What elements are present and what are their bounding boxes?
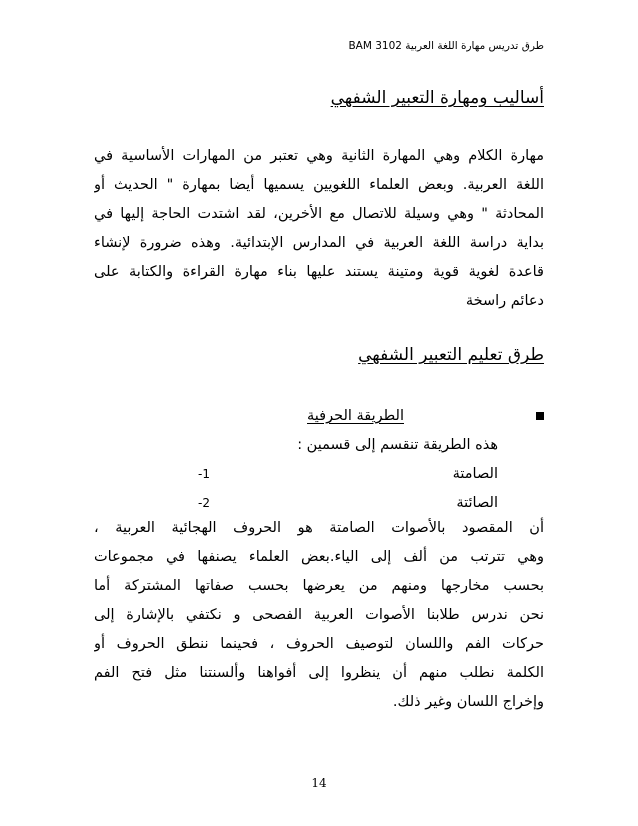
paragraph-line: اللغة العربية. وبعض العلماء اللغويين يسميها أيضا بمهارة " الحديث أو <box>94 177 544 193</box>
paragraph-line: المحادثة " وهي وسيلة للاتصال مع الأخرين، لقد اشتدت الحاجة إليها في <box>94 206 544 222</box>
numbered-item <box>198 490 498 516</box>
numbered-item-number: -2 <box>198 496 210 510</box>
paragraph-line: وهي تترتب من ألف إلى الياء.بعض العلماء يصنفها في مجموعات <box>94 549 544 565</box>
section-heading-teaching-methods: طرق تعليم التعبير الشفهي <box>358 345 544 365</box>
square-bullet-icon <box>536 412 544 420</box>
page-header: طرق تدريس مهارة اللغة العربية BAM 3102 <box>348 40 544 52</box>
numbered-item-text: الصامتة <box>452 466 498 482</box>
paragraph-line: بحسب مخارجها ومنهم من يعرضها بحسب صفاتها المشتركة أما <box>94 578 544 594</box>
page-number: 14 <box>311 776 327 790</box>
paragraph-line: حركات الفم واللسان لتوصيف الحروف ، فحينما ننطق الحروف أو <box>94 636 544 652</box>
bullet-label: الطريقة الحرفية <box>307 408 404 424</box>
paragraph-line: نحن ندرس طلابنا الأصوات العربية الفصحى و نكتفي بالإشارة إلى <box>94 607 544 623</box>
paragraph-line: أن المقصود بالأصوات الصامتة هو الحروف الهجائية العربية ، <box>94 520 544 536</box>
numbered-item <box>198 461 498 487</box>
method-intro: هذه الطريقة تنقسم إلى قسمين : <box>297 437 498 453</box>
paragraph-line: الكلمة نطلب منهم أن ينظروا إلى أفواهنا وألسنتنا مثل فتح الفم <box>94 665 544 681</box>
paragraph-line: وإخراج اللسان وغير ذلك. <box>392 694 544 710</box>
paragraph-line: دعائم راسخة <box>465 293 544 309</box>
paragraph-line: بداية دراسة اللغة العربية في المدارس الإبتدائية. وهذه ضرورة لإنشاء <box>94 235 544 251</box>
paragraph-line: مهارة الكلام وهي المهارة الثانية وهي تعتبر من المهارات الأساسية في <box>94 148 544 164</box>
numbered-item-number: -1 <box>198 467 210 481</box>
paragraph-speaking-skill <box>94 142 544 316</box>
paragraph-consonants <box>94 514 544 717</box>
section-heading-oral-expression-methods: أساليب ومهارة التعبير الشفهي <box>330 88 544 108</box>
numbered-item-text: الصائتة <box>456 495 498 511</box>
paragraph-line: قاعدة لغوية قوية ومتينة يستند عليها بناء مهارة القراءة والكتابة على <box>94 264 544 280</box>
bullet-item <box>94 403 544 429</box>
